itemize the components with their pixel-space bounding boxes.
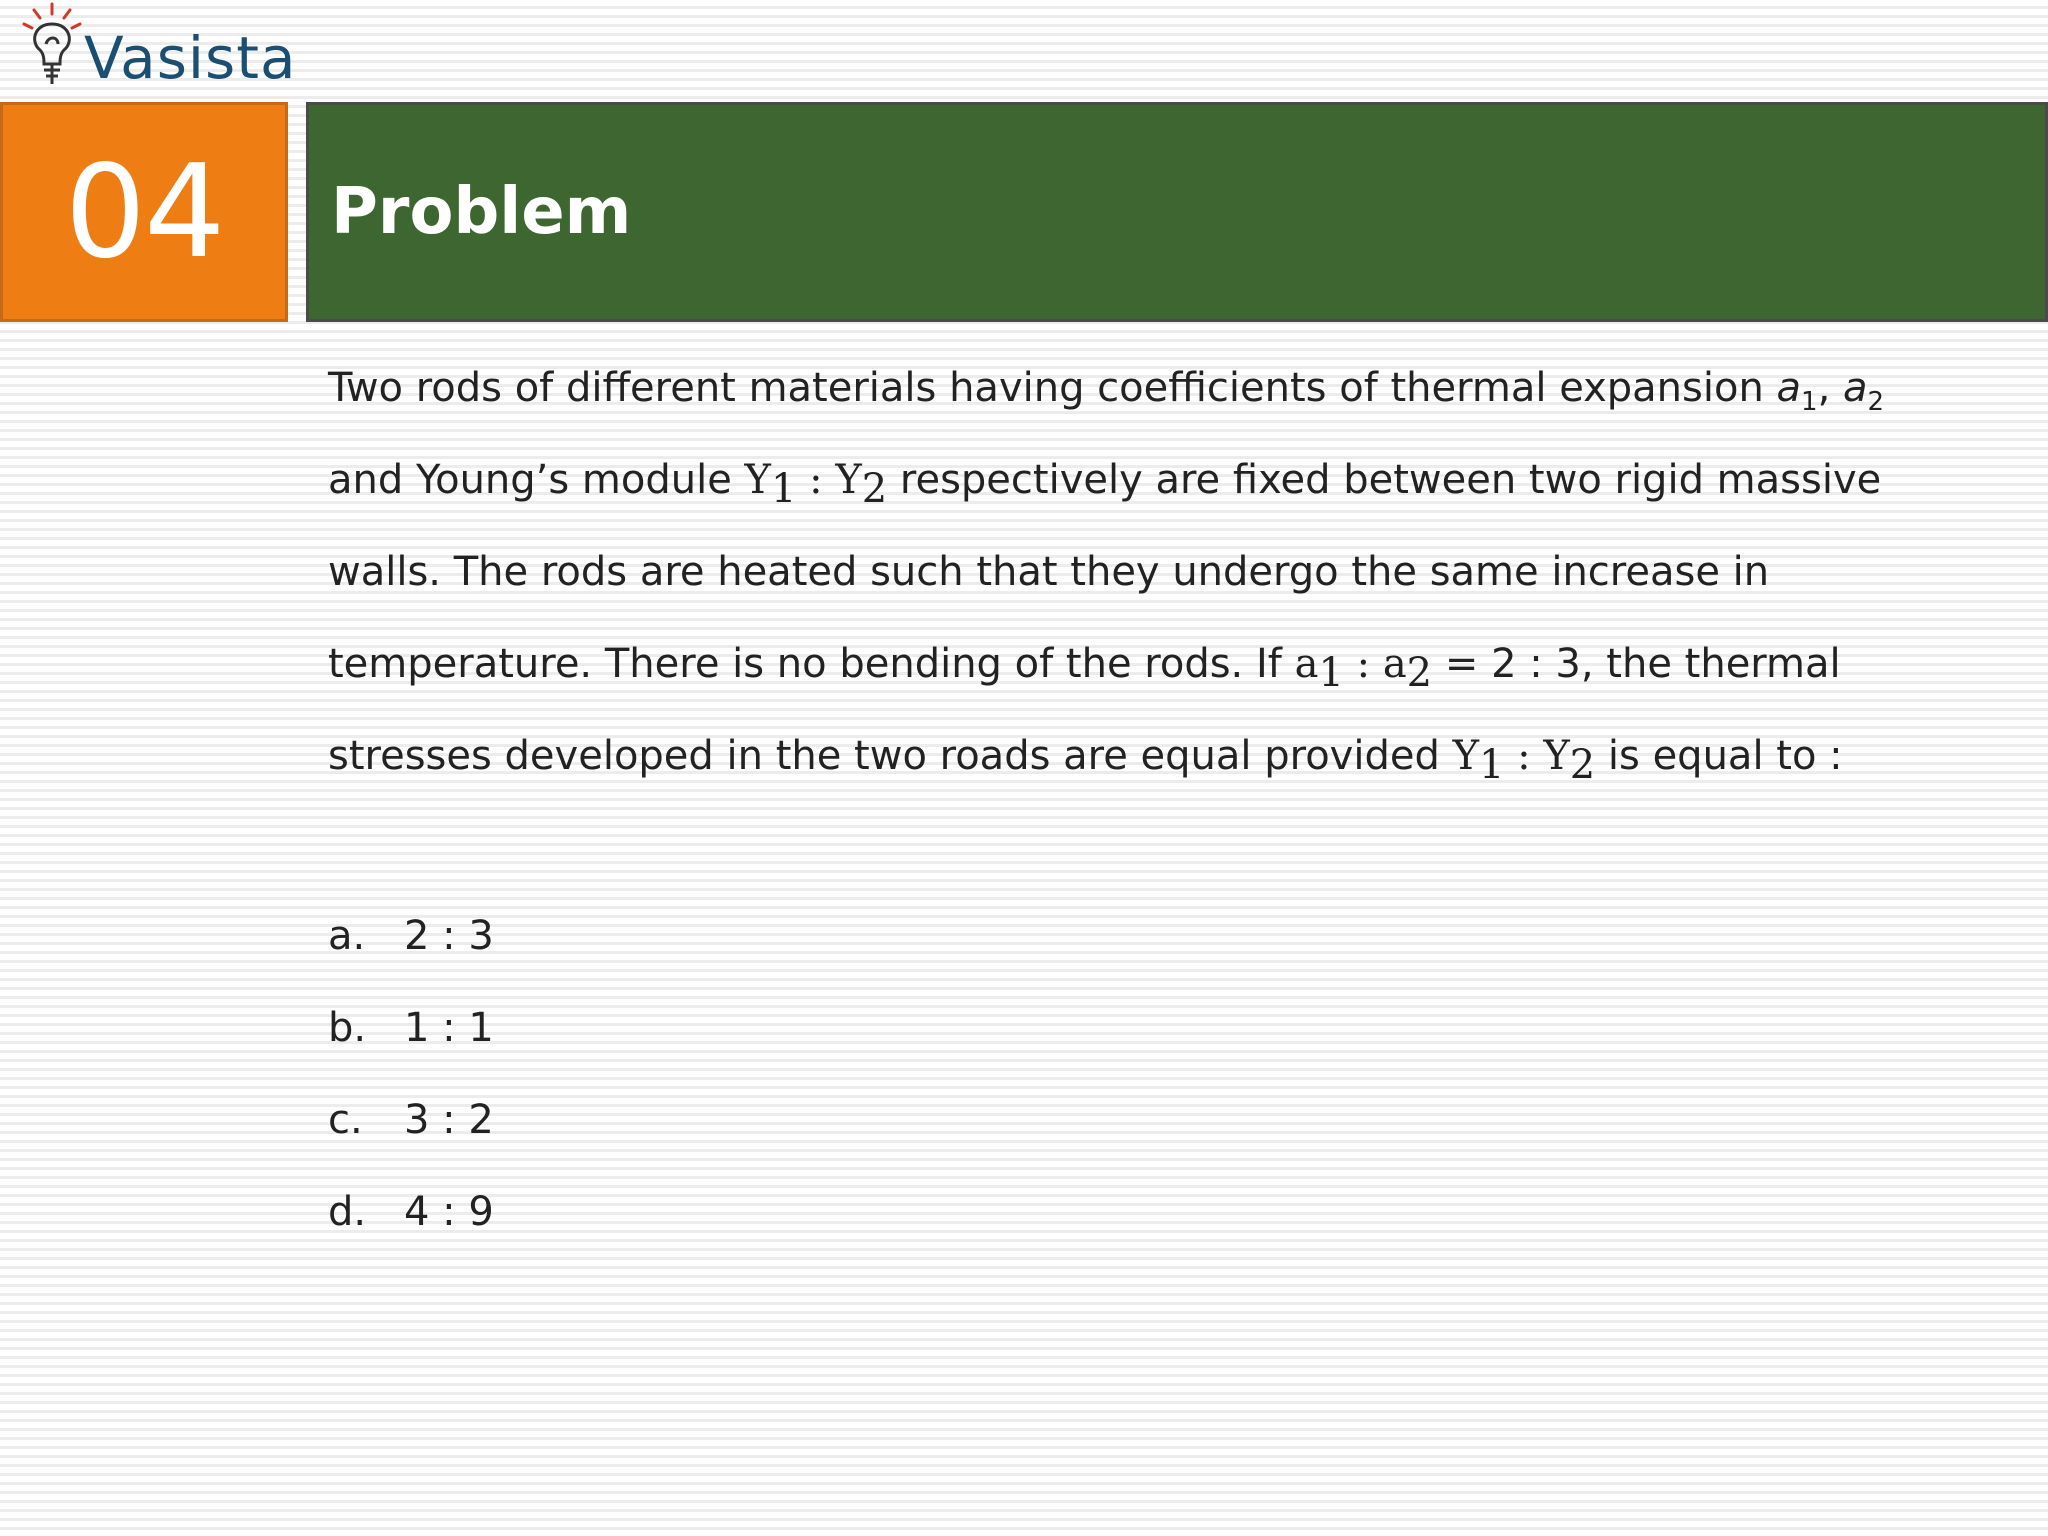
problem-line-2 [328, 450, 2028, 542]
young-modulus-symbol: Y [835, 457, 862, 503]
text-segment: temperature. There is no bending of the rods. If [328, 641, 1295, 687]
option-label: c. [328, 1097, 363, 1143]
text-segment: is equal to : [1607, 733, 1843, 779]
option-value: 1 : 1 [404, 1005, 494, 1051]
option-value: 2 : 3 [404, 913, 494, 959]
option-value: 3 : 2 [404, 1097, 494, 1143]
text-segment: and Young’s module [328, 457, 745, 503]
option-b[interactable] [328, 998, 494, 1090]
ratio-colon: : [1343, 641, 1383, 687]
young-modulus-symbol: Y [1543, 733, 1570, 779]
ratio-colon: : [796, 457, 836, 503]
young-modulus-symbol: Y [1452, 733, 1479, 779]
slide-number-box [0, 102, 288, 322]
vasista-logo [14, 0, 297, 100]
slide-title: Problem [331, 175, 632, 249]
alpha-symbol: a [1294, 641, 1319, 687]
answer-options [328, 906, 494, 1274]
subscript: 1 [1478, 742, 1505, 788]
problem-statement [328, 358, 2028, 818]
ratio-colon: : [1504, 733, 1544, 779]
subscript: 2 [1867, 387, 1885, 417]
text-segment: Two rods of different materials having coefficients of thermal expansion [328, 365, 1777, 411]
text-segment: respectively are fixed between two rigid massive [899, 457, 1882, 503]
slide-number: 04 [64, 137, 224, 287]
young-modulus-symbol: Y [744, 457, 771, 503]
alpha-symbol: a [1843, 365, 1868, 411]
text-segment: = 2 : 3, the thermal [1432, 641, 1841, 687]
problem-line-5 [328, 726, 2028, 818]
option-c[interactable] [328, 1090, 494, 1182]
subscript: 2 [1569, 742, 1596, 788]
subscript: 1 [770, 466, 797, 512]
option-value: 4 : 9 [404, 1189, 494, 1235]
lightbulb-icon [14, 0, 84, 96]
problem-line-3: walls. The rods are heated such that they undergo the same increase in [328, 549, 1770, 595]
text-segment: stresses developed in the two roads are equal provided [328, 733, 1453, 779]
subscript: 1 [1801, 387, 1818, 417]
comma: , [1817, 365, 1844, 411]
option-label: a. [328, 913, 366, 959]
subscript: 1 [1318, 650, 1344, 696]
option-label: b. [328, 1005, 367, 1051]
option-a[interactable] [328, 906, 494, 998]
subscript: 2 [1406, 650, 1433, 696]
title-bar [306, 102, 2048, 322]
problem-line-4 [328, 634, 2028, 726]
alpha-symbol: a [1382, 641, 1407, 687]
option-d[interactable] [328, 1182, 494, 1274]
problem-line-1 [328, 358, 2028, 450]
alpha-symbol: a [1776, 365, 1802, 411]
logo-text: Vasista [84, 24, 297, 92]
option-label: d. [328, 1189, 367, 1235]
subscript: 2 [861, 466, 888, 512]
